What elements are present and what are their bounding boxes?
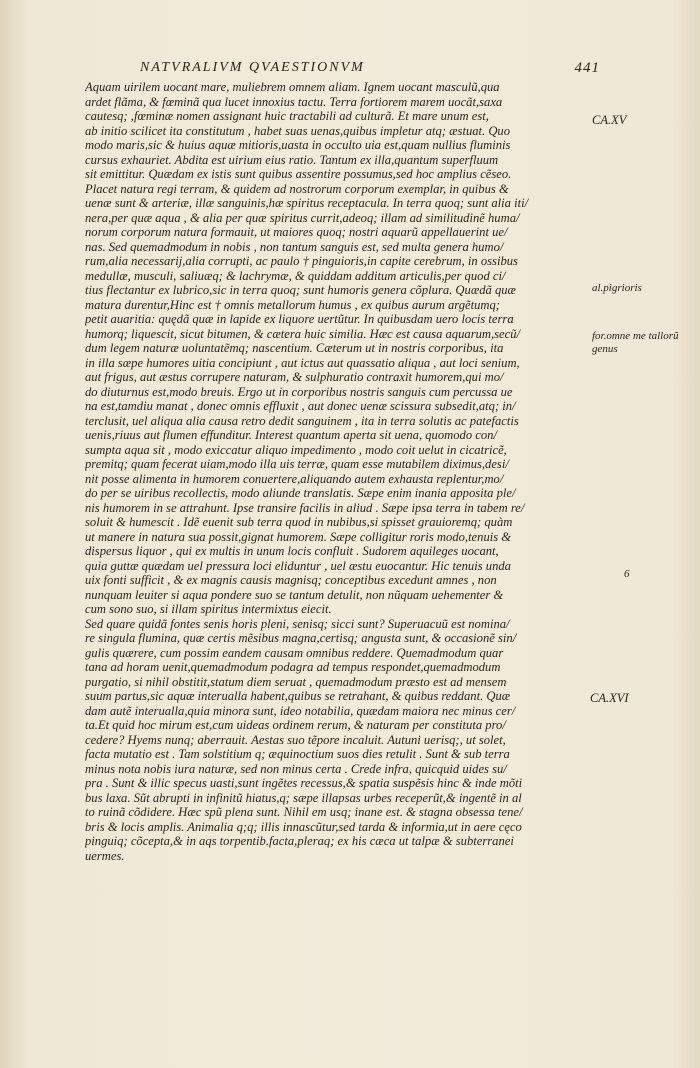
text-line: uermes. — [85, 848, 125, 863]
text-line: do diuturnus est,modo breuis. Ergo ut in corporibus nostris sanguis cum percussa ue — [85, 384, 513, 399]
text-line: modo maris,sic & huius aquæ mitioris,uasta in occulto uia est,quam nullius fluminis — [85, 138, 511, 152]
text-line: purgatio, si nihil obstitit,statum diem seruat , quemadmodum præsto est ad mensem — [85, 674, 507, 689]
main-text-block — [85, 80, 585, 863]
text-line: ut manere in natura sua possit,gignat humorem. Sæpe colligitur roris modo,tenuis & — [85, 529, 512, 544]
text-line: soluit & humescit . Idẽ euenit sub terra quod in nubibus,si spisset grauioremq; quàm — [85, 515, 513, 529]
text-line: terclusit, uel aliqua alia causa retro dedit sanguinem , ita in terra solutis ac patefactis — [85, 413, 519, 428]
running-title: NATVRALIVM QVAESTIONVM — [140, 60, 365, 75]
text-line: cautesq; ,fœminæ nomen assignant huic tractabili ad culturã. Et mare unum est, — [85, 109, 489, 123]
text-line: uenis,riuus aut flumen effunditur. Interest quantum aperta sit uena, quomodo con/ — [85, 428, 497, 442]
text-line: medullæ, musculi, saliuæq; & lachrymæ, & quiddam additum articulis,per quod ci/ — [85, 268, 506, 283]
margin-chapter-16: CA.XVI — [590, 691, 629, 705]
text-line: facta mutatio est . Tam solstitium q; æquinoctium suos dies retulit . Sunt & sub terra — [85, 747, 510, 761]
text-line: minus nota nobis iura naturæ, sed non minus certa . Crede infra, quicquid uides su/ — [85, 761, 507, 776]
text-line: tana ad horam uenit,quemadmodum podagra ad tempus respondet,quemadmodum — [85, 660, 501, 674]
text-line: rum,alia necessarij,alia corrupti, ac paulo † pinguioris,in capite cerebrum, in ossibus — [85, 254, 518, 268]
text-line: aut frigus, aut æstus corrupere naturam, & sulphuratio contraxit humorem,qui mo/ — [85, 370, 504, 384]
text-line: cedere? Hyems nunq; aberrauit. Aestas suo tẽpore incaluit. Autuni uerisq;, ut solet, — [85, 732, 506, 747]
text-line: nis humorem in se attrahunt. Ipse transire facilis in aliud . Sæpe ipsa terra in tabem re/ — [85, 500, 525, 515]
text-line: nas. Sed quemadmodum in nobis , non tantum sanguis est, sed multa genera humo/ — [85, 239, 504, 254]
text-line: norum corporum natura formauit, ut maiores quoq; nostri aquarũ appellauerint ue/ — [85, 225, 508, 239]
text-line: matura durentur,Hinc est † omnis metallorum humus , ex quibus aurum argẽtumq; — [85, 297, 500, 312]
text-line: re singula flumina, quæ certis mẽsibus magna,certisq; angusta sunt, & occasionẽ sin/ — [85, 631, 517, 645]
margin-note-metallorum — [592, 330, 687, 356]
text-line: ab initio scilicet ita constitutum , habet suas uenas,quibus impletur atq; æstuat. Quo — [85, 123, 511, 138]
text-line: petit auaritia: quędã quæ in lapide ex liquore uertũtur. In quibusdam uero locis terra — [85, 312, 514, 326]
text-line: na est,tamdiu manat , donec omnis effluxit , aut donec uenæ scissura subsedit,atq; in/ — [85, 399, 516, 413]
text-line: pra . Sunt & illic specus uasti,sunt ingẽtes recessus,& spatia suspẽsis hinc & inde mõti — [85, 776, 523, 790]
text-line: Sed quare quidã fontes senis horis pleni, senisq; sicci sunt? Superuacuũ est nomina/ — [85, 616, 510, 631]
folio-number: 441 — [574, 60, 600, 76]
text-line: dam autẽ interualla,quia minora sunt, ideo notabilia, quædam maiora nec minus cer/ — [85, 703, 516, 718]
text-line: sit emittitur. Quædam ex istis sunt quibus assentire possumus,sed hoc amplius cẽseo. — [85, 167, 512, 181]
text-line: dum legem naturæ uoluntatẽmq; nascentium. Cæterum ut in nostris corporibus, ita — [85, 341, 504, 355]
text-line: nunquam leuiter si aqua pondere suo se tantum detulit, non nũquam uehementer & — [85, 587, 504, 602]
text-line: dispersus liquor , qui ex multis in unum locis confluit . Sudorem aquileges uocant, — [85, 544, 499, 558]
text-line: uenæ sunt & arteriæ, illæ sanguinis,hæ spiritus receptacula. In terra quoq; sunt alia iti/ — [85, 196, 529, 210]
text-line: tius flectantur ex lubrico,sic in terra quoq; sunt humoris genera cõplura. Quædã quæ — [85, 283, 516, 297]
text-line: uix fonti sufficit , & ex magnis causis magnisq; conceptibus excedunt amnes , non — [85, 573, 497, 587]
text-line: cum sono suo, si illam spiritus intermixtus eiecit. — [85, 602, 332, 616]
text-line: premitq; quam fecerat uiam,modo illa uis terræ, quam esse mutabilem diximus,desi/ — [85, 457, 509, 471]
text-line: do per se uiribus recollectis, modo aliunde translatis. Sæpe enim inania apposita ple/ — [85, 486, 516, 500]
text-line: suum partus,sic aquæ interualla habent,quibus se retrahant, & quibus reddant. Quæ — [85, 689, 511, 703]
text-line: to ruinã cõdidere. Hæc spũ plena sunt. Nihil em usq; inane est. & stagna obsessa tene/ — [85, 805, 523, 819]
text-line: bris & locis amplis. Animalia q;q; illis innascũtur,sed tarda & informia,ut in aere cęco — [85, 819, 522, 834]
text-line: in illa sæpe humores uitia concipiunt , aut ictus aut quassatio aliqua , aut loci senium, — [85, 355, 520, 370]
text-line: pinguiq; cõcepta,& in aqs torpentib.facta,pleraq; ex his cæca ut talpæ & subterranei — [85, 834, 514, 848]
margin-chapter-15: CA.XV — [592, 113, 627, 127]
margin-note-pigrioris: al.pigrioris — [592, 282, 642, 294]
text-line: humorq; liquescit, sicut bitumen, & cætera huic similia. Hæc est causa aquarum,secũ/ — [85, 326, 521, 341]
text-line: Placet natura regi terram, & quidem ad nostrorum corporum exemplar, in quibus & — [85, 181, 509, 196]
text-line: Aquam uirilem uocant mare, muliebrem omnem aliam. Ignem uocant masculũ,qua — [85, 80, 500, 94]
page-header — [140, 60, 600, 82]
margin-note-metallorum-text: for.omne me tallorũ genus — [592, 330, 679, 355]
text-line: ardet flãma, & fœminã qua lucet innoxius tactu. Terra fortiorem marem uocãt,saxa — [85, 94, 503, 109]
text-line: cursus exhauriet. Abdita est uirium eius ratio. Tantum ex illa,quantum superfluum — [85, 152, 499, 167]
text-line: sumpta aqua sit , modo exiccatur aliquo impedimento , modo coit uelut in cicatricẽ, — [85, 442, 507, 457]
margin-note-6: 6 — [624, 568, 630, 580]
text-line: nit posse alimenta in humorem conuertere,aliquando autem exhausta replentur,mo/ — [85, 471, 504, 486]
text-line: nera,per quæ aqua , & alia per quæ spiritus currit,adeoq; illam ad similitudinẽ huma/ — [85, 210, 520, 225]
text-line: quia guttæ quædam uel pressura loci eliduntur , uel æstu euocantur. Hic tenuis unda — [85, 558, 511, 573]
text-line: bus laxa. Sũt abrupti in infinitũ hiatus,q; sæpe illapsas urbes receperũt,& ingentẽ in al — [85, 790, 522, 805]
text-line: ta.Et quid hoc mirum est,cum uideas ordinem rerum, & naturam per constituta pro/ — [85, 718, 506, 732]
text-line: gulis quærere, cum possim eandem causam omnibus reddere. Quemadmodum quar — [85, 645, 504, 660]
